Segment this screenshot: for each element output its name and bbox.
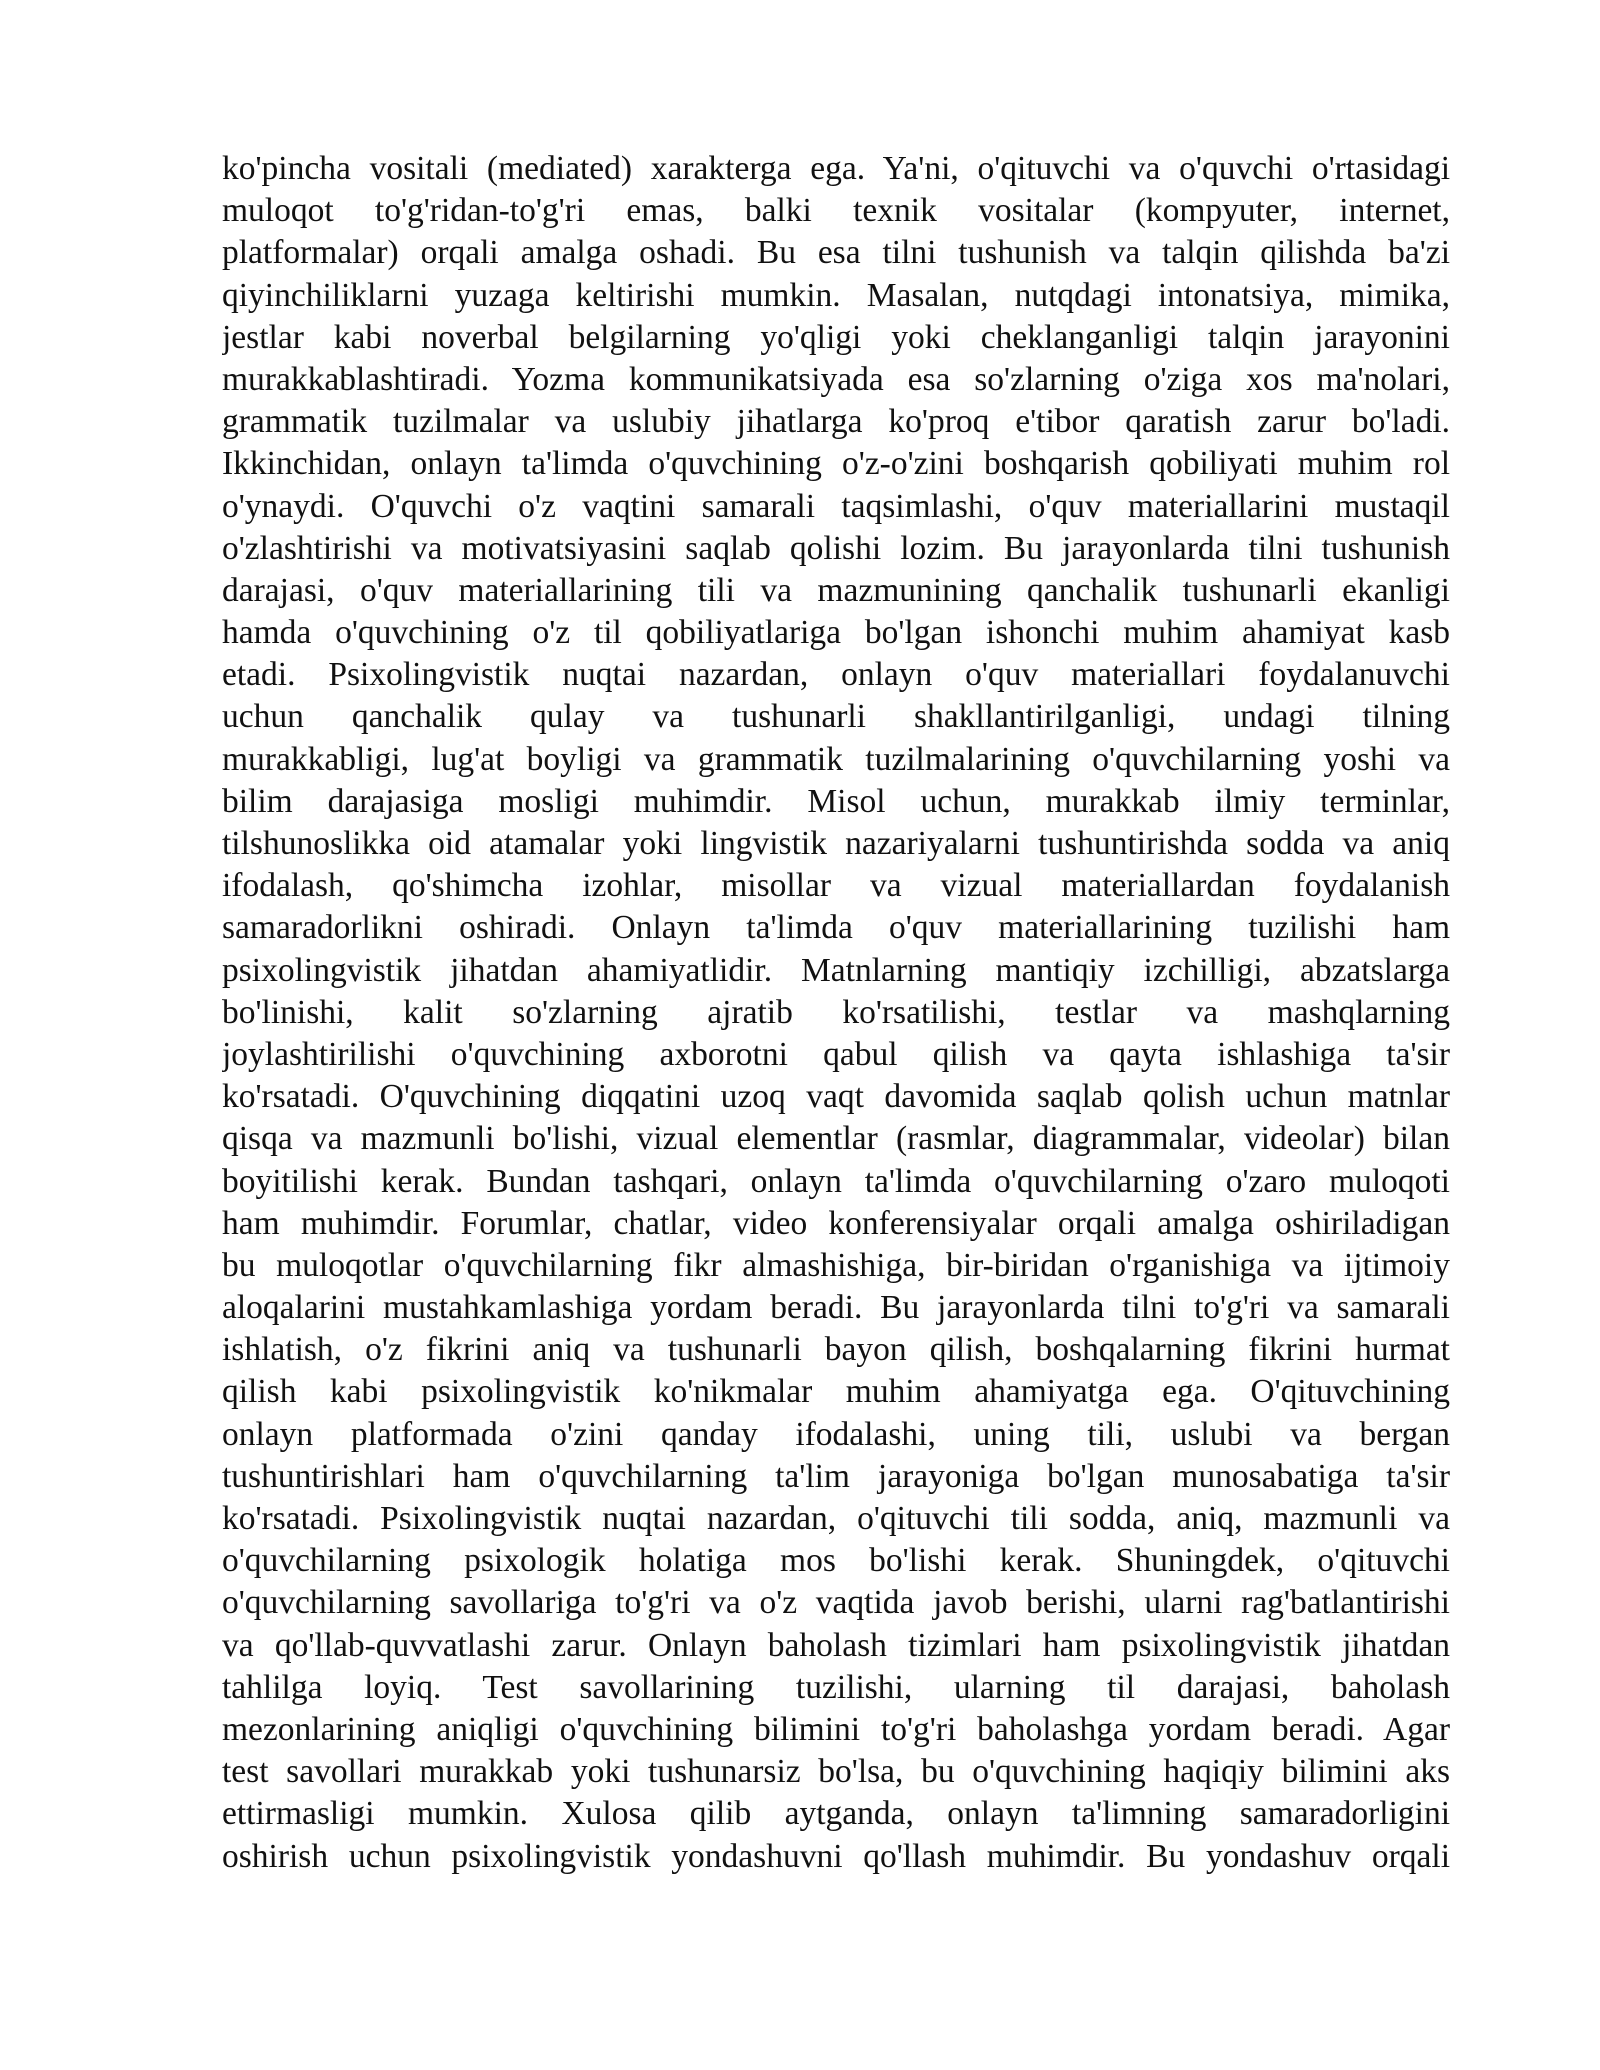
text-line: onlayn platformada o'zini qanday ifodalashi, uning tili, uslubi va bergan [222, 1415, 1450, 1453]
text-line: test savollari murakkab yoki tushunarsiz bo'lsa, bu o'quvchining haqiqiy bilimini aks [222, 1753, 1450, 1791]
text-line: tilshunoslikka oid atamalar yoki lingvistik nazariyalarni tushuntirishda sodda va aniq [222, 825, 1450, 862]
text-line: uchun qanchalik qulay va tushunarli shakllantirilganligi, undagi tilning [222, 698, 1450, 736]
text-line: aloqalarini mustahkamlashiga yordam beradi. Bu jarayonlarda tilni to'g'ri va samarali [222, 1289, 1450, 1327]
text-line: samaradorlikni oshiradi. Onlayn ta'limda o'quv materiallarining tuzilishi ham [222, 909, 1450, 947]
text-line: boyitilishi kerak. Bundan tashqari, onlayn ta'limda o'quvchilarning o'zaro muloqoti [222, 1162, 1450, 1200]
text-line: oshirish uchun psixolingvistik yondashuvni qo'llash muhimdir. Bu yondashuv orqali [222, 1837, 1450, 1875]
text-line: grammatik tuzilmalar va uslubiy jihatlarga ko'proq e'tibor qaratish zarur bo'ladi. [222, 403, 1450, 441]
text-line: bo'linishi, kalit so'zlarning ajratib ko'rsatilishi, testlar va mashqlarning [222, 993, 1450, 1031]
text-line: ishlatish, o'z fikrini aniq va tushunarli bayon qilish, boshqalarning fikrini hurmat [222, 1331, 1450, 1369]
text-line: Ikkinchidan, onlayn ta'limda o'quvchining o'z-o'zini boshqarish qobiliyati muhim rol [222, 445, 1450, 483]
text-line: ko'rsatadi. Psixolingvistik nuqtai nazardan, o'qituvchi tili sodda, aniq, mazmunli va [222, 1500, 1450, 1537]
text-line: o'ynaydi. O'quvchi o'z vaqtini samarali taqsimlashi, o'quv materiallarini mustaqil [222, 487, 1450, 525]
text-line: qiyinchiliklarni yuzaga keltirishi mumkin. Masalan, nutqdagi intonatsiya, mimika, [222, 276, 1450, 314]
text-line: psixolingvistik jihatdan ahamiyatlidir. Matnlarning mantiqiy izchilligi, abzatslarga [222, 951, 1450, 989]
text-line: ham muhimdir. Forumlar, chatlar, video konferensiyalar orqali amalga oshiriladigan [222, 1204, 1450, 1242]
text-line: ettirmasligi mumkin. Xulosa qilib aytganda, onlayn ta'limning samaradorligini [222, 1795, 1450, 1833]
text-line: o'quvchilarning psixologik holatiga mos bo'lishi kerak. Shuningdek, o'qituvchi [222, 1542, 1450, 1580]
text-line: joylashtirilishi o'quvchining axborotni qabul qilish va qayta ishlashiga ta'sir [222, 1035, 1450, 1073]
text-line: hamda o'quvchining o'z til qobiliyatlariga bo'lgan ishonchi muhim ahamiyat kasb [222, 614, 1450, 652]
text-line: darajasi, o'quv materiallarining tili va mazmunining qanchalik tushunarli ekanligi [222, 571, 1450, 609]
text-line: murakkablashtiradi. Yozma kommunikatsiyada esa so'zlarning o'ziga xos ma'nolari, [222, 360, 1450, 398]
text-line: jestlar kabi noverbal belgilarning yo'qligi yoki cheklanganligi talqin jarayonini [222, 318, 1450, 356]
text-line: ko'rsatadi. O'quvchining diqqatini uzoq vaqt davomida saqlab qolish uchun matnlar [222, 1078, 1450, 1116]
text-line: platformalar) orqali amalga oshadi. Bu esa tilni tushunish va talqin qilishda ba'zi [222, 234, 1450, 272]
text-line: va qo'llab-quvvatlashi zarur. Onlayn baholash tizimlari ham psixolingvistik jihatdan [222, 1626, 1450, 1664]
text-line: etadi. Psixolingvistik nuqtai nazardan, onlayn o'quv materiallari foydalanuvchi [222, 656, 1450, 694]
text-line: muloqot to'g'ridan-to'g'ri emas, balki texnik vositalar (kompyuter, internet, [222, 192, 1450, 230]
text-line: o'quvchilarning savollariga to'g'ri va o'z vaqtida javob berishi, ularni rag'batlantirishi [222, 1584, 1450, 1622]
body-text [222, 148, 1450, 1878]
text-line: o'zlashtirishi va motivatsiyasini saqlab qolishi lozim. Bu jarayonlarda tilni tushunish [222, 529, 1450, 567]
text-line: bu muloqotlar o'quvchilarning fikr almashishiga, bir-biridan o'rganishiga va ijtimoiy [222, 1246, 1450, 1284]
text-line: ko'pincha vositali (mediated) xarakterga ega. Ya'ni, o'qituvchi va o'quvchi o'rtasidagi [222, 150, 1450, 187]
text-line: tahlilga loyiq. Test savollarining tuzilishi, ularning til darajasi, baholash [222, 1668, 1450, 1706]
text-line: bilim darajasiga mosligi muhimdir. Misol uchun, murakkab ilmiy terminlar, [222, 782, 1450, 820]
text-line: ifodalash, qo'shimcha izohlar, misollar va vizual materiallardan foydalanish [222, 867, 1450, 905]
text-line: tushuntirishlari ham o'quvchilarning ta'lim jarayoniga bo'lgan munosabatiga ta'sir [222, 1457, 1450, 1495]
text-line: murakkabligi, lug'at boyligi va grammatik tuzilmalarining o'quvchilarning yoshi va [222, 740, 1450, 778]
text-line: mezonlarining aniqligi o'quvchining bilimini to'g'ri baholashga yordam beradi. Agar [222, 1710, 1450, 1748]
text-line: qisqa va mazmunli bo'lishi, vizual elementlar (rasmlar, diagrammalar, videolar) bilan [222, 1120, 1450, 1158]
text-line: qilish kabi psixolingvistik ko'nikmalar muhim ahamiyatga ega. O'qituvchining [222, 1373, 1450, 1411]
